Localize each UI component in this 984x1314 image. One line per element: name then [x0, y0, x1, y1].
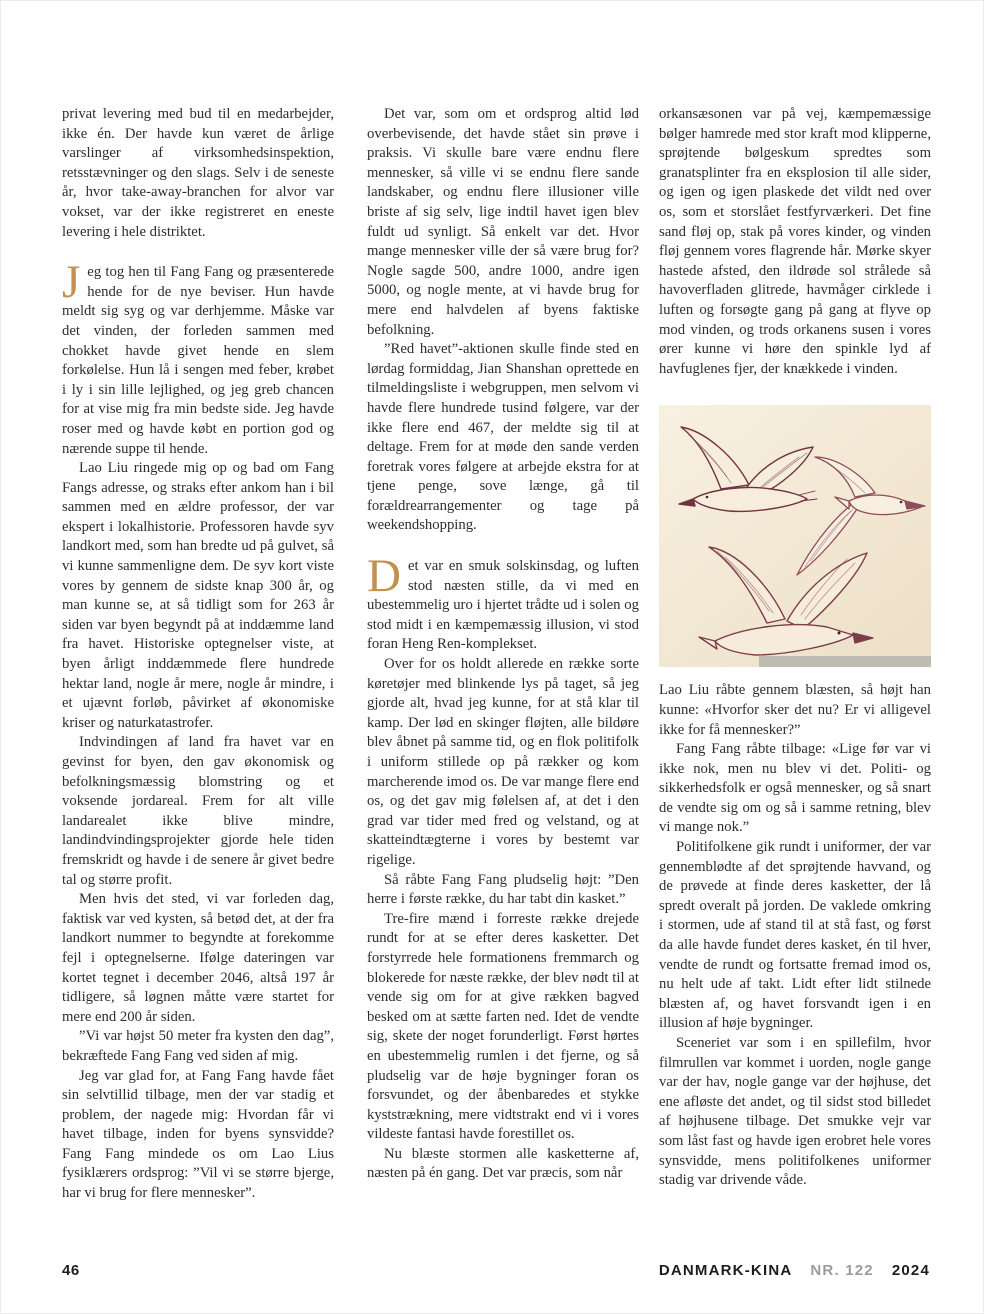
magazine-title: DANMARK-KINA: [658, 1262, 793, 1279]
text-column-3: [659, 105, 931, 1191]
paragraph: Indvindingen af land fra havet var en gevinst for byen, den gav økonomisk og befolkningsmæssig blomstring og et voksende jordareal. Frem for alt ville landarealet ikke blive mindre, landindvindingsprojekter gjorde hele tiden fremskridt og havde i de senere år givet bedre tal og større profit.: [62, 734, 334, 888]
paragraph: Tre-fire mænd i forreste række drejede rundt for at se efter deres kasketter. Det forstyrrede hele formationens fremmarch og blokerede for næste række, der blev nødt til at vende sig om for at give rækken bagved besked om at sætte farten ned. Idet de vendte sig, skete der noget forunderligt. Først hørtes en ubestemmelig rumlen i det fjerne, og så pludselig var de høje bygninger foran os forsvundet, og der åbenbaredes et stykke kyststrækning, mere vidtstrakt end vi i vores vildeste fantasi havde forestillet os.: [367, 910, 639, 1143]
paragraph: ”Vi var højst 50 meter fra kysten den dag”, bekræftede Fang Fang ved siden af mig.: [62, 1028, 334, 1064]
seagulls-illustration: [659, 405, 931, 667]
paragraph-text: eg tog hen til Fang Fang og præsenterede hende for de nye beviser. Hun havde meldt sig syg og var derhjemme. Måske var det vinden, der forleden sammen med chokket havde givet hende en slem forkølelse. Hun lå i sengen med feber, krøbet i ly i sin lille lejlighed, og jeg greb chancen for at vise mig fra min bedste side. Jeg havde roser med og havde købt en portion god og nærende suppe til hende.: [62, 264, 334, 457]
paragraph: Fang Fang råbte tilbage: «Lige før var vi ikke nok, men nu blev vi det. Politi- og sikkerhedsfolk er også mennesker, og så snart de vendte sig om og så i samme retning, blev vi mange nok.”: [659, 741, 931, 836]
text-column-1: [62, 105, 334, 1204]
seagulls-sketch-drawing: [659, 405, 931, 667]
text-column-2: [367, 105, 639, 1184]
paragraph: Så råbte Fang Fang pludselig højt: ”Den herre i første række, du har tabt din kasket.”: [367, 871, 639, 908]
page-number: 46: [62, 1262, 80, 1279]
paragraph-text: et var en smuk solskinsdag, og luften stod næsten stille, da vi med en ubestemmelig uro i hjertet trådte ud i solen og stod midt i en kæmpemæssig illusion, vi stod foran Heng Ren-komplekset.: [367, 558, 639, 653]
paragraph: ”Red havet”-aktionen skulle finde sted en lørdag formiddag, Jian Shanshan oprettede en tilmeldingsliste i webgruppen, men selvom vi havde flere hundrede tusind følgere, var der ikke flere end 467, der meldte sig til at deltage. Frem for at møde den sande verden foretrak vores følgere at arbejde ekstra for at tjene penge, sove længe, gå til forældrearrangementer og tage på weekendshopping.: [367, 341, 639, 534]
paragraph: Lao Liu ringede mig op og bad om Fang Fangs adresse, og straks efter ankom han i bil sammen med en ældre professor, der var ekspert i lokalhistorie. Professoren havde syv landkort med, som han bredte ud på gulvet, så vi kunne sammenligne dem. De syv kort viste vores by gennem de sidste knap 300 år, og man kunne se, at så tidligt som for 263 år siden var byen begyndt på at inddæmme land fra havet. Historiske optegnelser viste, at byen årligt inddæmmede flere hundrede hektar land, nogle år mere, nogle år mindre, i et ujævnt forløb, påvirket af økonomiske kriser og naturkatastrofer.: [62, 460, 334, 731]
paragraph: Lao Liu råbte gennem blæsten, så højt han kunne: «Hvorfor sker det nu? Er vi alligevel ikke for få mennesker?”: [659, 682, 931, 738]
paragraph: Det var, som om et ordsprog altid lød overbevisende, det havde stået sin prøve i praksis. Vi skulle bare være endnu flere mennesker, så ville vi se endnu flere sande landskaber, og endnu flere illusioner ville briste af sig selv, lige indtil havet igen blev fuldt ud synligt. Så enkelt var det. Hvor mange mennesker ville der så være brug for? Nogle sagde 500, andre 1000, andre igen 5000, og nogle mente, at vi havde brug for mere end halvdelen af byens faktiske befolkning.: [367, 106, 639, 338]
paragraph: Jeg var glad for, at Fang Fang havde fået sin selvtillid tilbage, men der var stadig et problem, der nagede mig: Hvordan får vi havet tilbage, inden for byens synsvidde? Fang Fang mindede os om Lao Lius fysiklærers ordsprog: ”Vil vi se større bjerge, har vi brug for flere mennesker”.: [62, 1067, 334, 1202]
footer-publication-info: [659, 1262, 930, 1279]
drop-cap-d: D: [367, 550, 401, 603]
paragraph: privat levering med bud til en medarbejder, ikke én. Der havde kun været de årlige varslinger af virksomhedsinspektion, retsstævninger og den slags. Selv i de seneste år, hvor take-away-branchen for alvor var vokset, var der ikke registreret en eneste levering i hele distriktet.: [62, 106, 334, 240]
paragraph: Over for os holdt allerede en række sorte køretøjer med blinkende lys på taget, så jeg gjorde alt, hvad jeg kunne, for at stå klar til kamp. Der lød en skinger fløjten, alle bildøre blev åbnet på samme tid, og en flok politifolk i uniform stillede op på rækker og kom marcherende imod os. De var mange flere end os, og det gav mig følelsen af, at det i den grad var tider med fred og velstand, og at skatteindtægterne i vores by bestemt var rigelige.: [367, 656, 639, 868]
page-footer: [62, 1262, 930, 1279]
watermark-strip: [759, 656, 931, 667]
drop-cap-j: J: [62, 256, 81, 309]
paragraph: Nu blæste stormen alle kasketterne af, næsten på én gang. Det var præcis, som når: [367, 1145, 639, 1182]
seagull-top-left: [679, 427, 817, 511]
paragraph-with-dropcap: [367, 550, 639, 655]
publication-year: 2024: [891, 1262, 930, 1279]
paragraph: Men hvis det sted, vi var forleden dag, faktisk var ved kysten, så betød det, at der fra landkort nummer to begyndte at forekomme fejl i optegnelserne. Ifølge dateringen var kortet tegnet i december 2046, altså 197 år tidligere, så løgnen måtte være startet for mere end 200 år siden.: [62, 891, 334, 1025]
seagull-bottom: [699, 547, 873, 655]
paragraph-with-dropcap: [62, 256, 334, 459]
paragraph: orkansæsonen var på vej, kæmpemæssige bølger hamrede med stor kraft mod klipperne, sprøjtende bølgeskum spredtes som granatsplinter fra en eksplosion til alle sider, og igen og igen plaskede det vildt ned over os, som et storslået festfyrværkeri. Det fine sand fløj op, stak på vores kinder, og vinden fløj gennem vores flagrende hår. Mørke skyer hastede afsted, den ildrøde sol strålede så havoverfladen glitrede, havmåger cirklede i luften og forsøgte gang på gang at flyve op mod vinden, og trods orkanens susen i vores ører kunne vi høre den spinkle lyd af havfuglenes fjer, der knækkede i vinden.: [659, 106, 931, 377]
issue-number: NR. 122: [810, 1262, 874, 1279]
paragraph: Politifolkene gik rundt i uniformer, der var gennemblødte af det sprøjtende havvand, og de prøvede at finde deres kasketter, der lå spredt overalt på jorden. De vaklede omkring i stormen, ude af stand til at stå fast, og først da alle havde fundet deres kasket, én til hver, vendte de rundt og fortsatte fremad imod os, nu helt ude af takt. Lidt efter lidt stilnede blæsten af, og havet forsvandt igen i en illusion af høje bygninger.: [659, 839, 931, 1032]
paragraph: Sceneriet var som i en spillefilm, hvor filmrullen var kommet i uorden, nogle gange var der hav, nogle gange var der højhuse, det ene afløste det andet, og til sidst stod billedet af højhusene tilbage. Det smukke vejr var som låst fast og havde igen erobret hele vores synsvidde, mens politifolkenes uniformer stadig var drivende våde.: [659, 1035, 931, 1189]
